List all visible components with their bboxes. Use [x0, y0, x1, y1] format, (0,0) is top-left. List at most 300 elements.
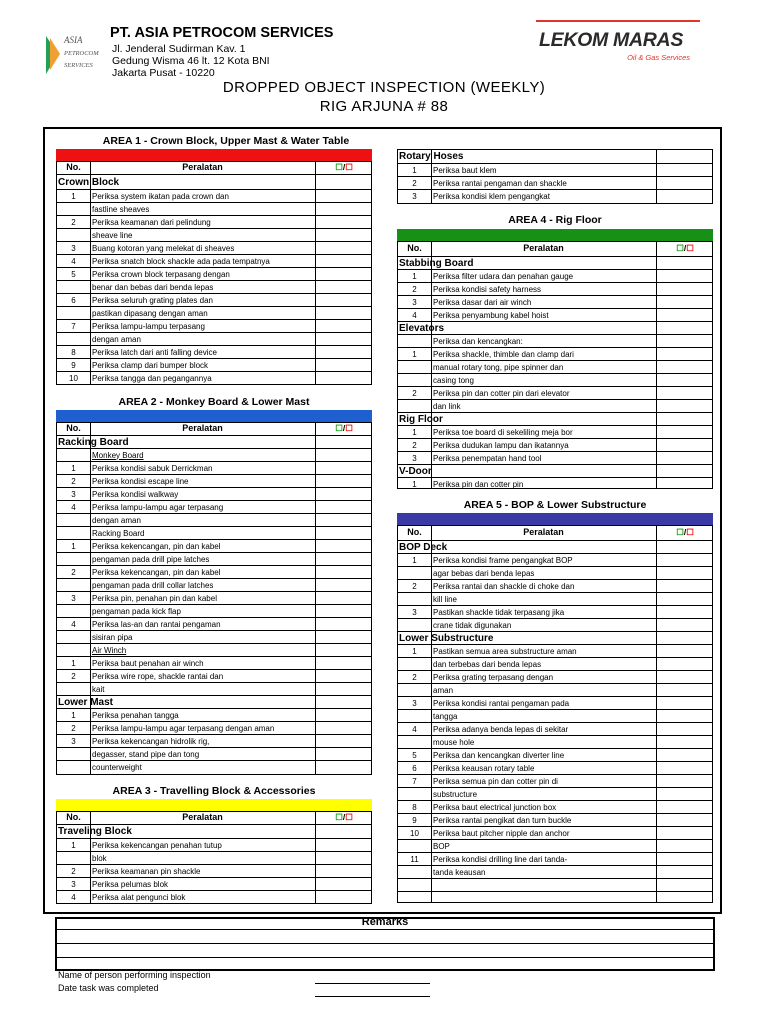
row-item-text: Periksa rantai dan shackle di choke dan	[433, 581, 575, 591]
row-item-text: Periksa kondisi safety harness	[433, 284, 542, 294]
check-cell[interactable]	[656, 697, 714, 709]
check-cell[interactable]	[315, 618, 373, 630]
row-item-text: casing tong	[433, 375, 474, 385]
section-row	[398, 321, 712, 334]
row-item-text: Periksa keamanan dari pelindung	[92, 217, 211, 227]
row-number: 3	[71, 489, 76, 499]
check-ok-no-label	[315, 422, 373, 435]
check-separator: /	[342, 812, 346, 822]
area1-color-bar	[56, 149, 372, 161]
check-cell[interactable]	[315, 722, 373, 734]
row-item-text: tanda keausan	[433, 867, 486, 877]
table-row	[57, 591, 371, 604]
row-number: 10	[69, 373, 78, 383]
check-cell[interactable]	[656, 335, 714, 347]
page-title: DROPPED OBJECT INSPECTION (WEEKLY)	[222, 79, 546, 96]
table-row	[398, 579, 712, 592]
check-cell[interactable]	[315, 294, 373, 306]
table-row	[57, 864, 371, 877]
row-item-text	[431, 892, 656, 904]
table-row	[57, 721, 371, 734]
check-cell[interactable]	[656, 853, 714, 865]
check-cell[interactable]	[315, 190, 373, 202]
row-number: 1	[71, 840, 76, 850]
check-cell[interactable]	[656, 164, 714, 176]
check-separator: /	[683, 527, 687, 537]
check-cell[interactable]	[315, 540, 373, 552]
check-cell[interactable]	[656, 801, 714, 813]
check-cell[interactable]	[315, 462, 373, 474]
check-cell[interactable]	[315, 527, 373, 539]
area3-table	[56, 811, 372, 904]
section-label: V-Door	[399, 465, 432, 477]
lekom-logo-subtitle: Oil & Gas Services	[627, 53, 690, 62]
row-item-text: Periksa kondisi drilling line dari tanda-	[433, 854, 568, 864]
row-number: 2	[71, 866, 76, 876]
row-item-text: Periksa wire rope, shackle rantai dan	[92, 671, 224, 681]
check-cell[interactable]	[315, 216, 373, 228]
table-row	[57, 332, 371, 345]
row-number: 2	[71, 476, 76, 486]
check-cell[interactable]	[656, 736, 714, 748]
check-cell[interactable]	[315, 333, 373, 345]
check-ok-box: ☐	[676, 527, 684, 537]
check-cell[interactable]	[656, 762, 714, 774]
row-item-text: Periksa baut klem	[433, 165, 497, 175]
check-cell[interactable]	[315, 644, 373, 656]
check-cell[interactable]	[656, 554, 714, 566]
section-label: Racking Board	[58, 436, 129, 448]
row-number	[398, 788, 431, 800]
check-cell[interactable]	[315, 878, 373, 890]
table-row	[398, 878, 712, 891]
table-row	[398, 334, 712, 347]
table-row	[57, 293, 371, 306]
area1-section-row	[57, 174, 371, 189]
row-number: 3	[71, 243, 76, 253]
logo-line-1: ASIA	[64, 35, 83, 45]
date-signature-line	[315, 996, 430, 997]
check-cell[interactable]	[656, 283, 714, 295]
row-item-text: Periksa kondisi sabuk Derrickman	[92, 463, 213, 473]
table-row	[57, 851, 371, 864]
row-item-text: Periksa penahan tangga	[92, 710, 179, 720]
asia-petrocom-logo-mark	[44, 30, 110, 78]
check-cell[interactable]	[656, 827, 714, 839]
row-item-text: Periksa alat pengunci blok	[92, 892, 186, 902]
check-cell[interactable]	[656, 348, 714, 360]
row-number: 1	[412, 479, 417, 489]
row-number: 4	[412, 724, 417, 734]
check-cell[interactable]	[315, 242, 373, 254]
check-cell[interactable]	[656, 723, 714, 735]
check-cell[interactable]	[315, 839, 373, 851]
row-item-text: Periksa lampu-lampu terpasang	[92, 321, 205, 331]
row-item-text: Periksa kondisi klem pengangkat	[433, 191, 550, 201]
check-cell[interactable]	[656, 361, 714, 373]
table-row	[398, 386, 712, 399]
check-cell[interactable]	[315, 592, 373, 604]
section-label: Stabbing Board	[399, 257, 474, 269]
check-cell[interactable]	[656, 190, 714, 202]
row-item-text: Periksa pin dan cotter pin	[433, 479, 524, 489]
table-row	[398, 813, 712, 826]
col-peralatan-label: Peralatan	[523, 243, 564, 253]
table-row	[398, 553, 712, 566]
check-ok-box: ☐	[676, 243, 684, 253]
row-number: 3	[71, 736, 76, 746]
row-number: 7	[412, 776, 417, 786]
table-row	[57, 552, 371, 565]
row-item-text: Periksa dan kencangkan:	[433, 336, 523, 346]
row-number	[57, 579, 90, 591]
check-cell[interactable]	[656, 814, 714, 826]
table-row	[398, 735, 712, 748]
remarks-box	[55, 917, 715, 971]
row-item-text: Periksa semua pin dan cotter pin di	[433, 776, 558, 786]
row-item-text: Periksa kondisi frame pengangkat BOP	[433, 555, 573, 565]
area3-title: AREA 3 - Travelling Block & Accessories	[112, 785, 316, 797]
rotary-hoses-table	[397, 149, 713, 204]
check-cell[interactable]	[656, 387, 714, 399]
row-item-text: fastline sheaves	[92, 204, 150, 214]
table-row	[57, 189, 371, 202]
row-number: 2	[412, 672, 417, 682]
check-no-box: ☐	[686, 243, 694, 253]
row-number: 6	[412, 763, 417, 773]
row-item-text: substructure	[433, 789, 478, 799]
table-row	[57, 513, 371, 526]
table-row	[57, 241, 371, 254]
area1-table	[56, 161, 372, 385]
check-cell[interactable]	[656, 879, 714, 891]
section-label: BOP Deck	[399, 541, 448, 553]
check-cell[interactable]	[315, 566, 373, 578]
table-row	[398, 787, 712, 800]
table-row	[57, 254, 371, 267]
table-row	[398, 566, 712, 579]
row-number: 2	[71, 671, 76, 681]
row-item-text: Periksa kekencangan penahan tutup	[92, 840, 222, 850]
table-row	[57, 228, 371, 241]
row-item-text: Periksa rantai pengikat dan turn buckle	[433, 815, 572, 825]
check-cell[interactable]	[315, 891, 373, 903]
check-cell[interactable]	[315, 359, 373, 371]
check-cell[interactable]	[315, 475, 373, 487]
row-number	[57, 449, 90, 461]
row-item-text: Periksa rantai pengaman dan shackle	[433, 178, 567, 188]
row-item-text: Periksa las-an dan rantai pengaman	[92, 619, 221, 629]
row-number	[398, 736, 431, 748]
row-number: 1	[71, 710, 76, 720]
table-row	[57, 682, 371, 695]
col-no-label: No.	[66, 162, 81, 172]
row-item-text: Monkey Board	[92, 450, 144, 460]
row-item-text: Buang kotoran yang melekat di sheaves	[92, 243, 235, 253]
lekom-logo-text: LEKOM MARAS	[539, 29, 684, 51]
check-cell[interactable]	[656, 177, 714, 189]
check-cell[interactable]	[315, 683, 373, 695]
check-cell[interactable]	[315, 761, 373, 773]
row-item-text: Periksa grating terpasang dengan	[433, 672, 554, 682]
row-item-text: degasser, stand pipe dan tong	[92, 749, 200, 759]
row-number	[57, 553, 90, 565]
row-item-text: pengaman pada drill pipe latches	[92, 554, 210, 564]
table-row	[57, 461, 371, 474]
row-number: 3	[71, 593, 76, 603]
row-item-text: Periksa system ikatan pada crown dan	[92, 191, 229, 201]
row-number	[398, 658, 431, 670]
check-cell[interactable]	[315, 372, 373, 384]
row-item-text: tangga	[433, 711, 458, 721]
row-number	[398, 892, 431, 904]
address-line-3: Jakarta Pusat - 10220	[112, 67, 215, 79]
row-item-text: crane tidak digunakan	[433, 620, 512, 630]
row-item-text: dan terbebas dari benda lepas	[433, 659, 542, 669]
row-item-text: Periksa crown block terpasang dengan	[92, 269, 230, 279]
section-label: Rig Floor	[399, 413, 443, 425]
row-item-text: pengaman pada drill collar latches	[92, 580, 214, 590]
table-row	[398, 451, 712, 464]
row-item-text: Periksa pin dan cotter pin dari elevator	[433, 388, 570, 398]
table-row	[398, 774, 712, 787]
section-row	[57, 435, 371, 448]
company-name: PT. ASIA PETROCOM SERVICES	[110, 25, 334, 41]
table-row	[398, 722, 712, 735]
row-item-text: Periksa baut penahan air winch	[92, 658, 204, 668]
section-row	[398, 631, 712, 644]
check-ok-box: ☐	[335, 162, 343, 172]
remarks-line	[57, 957, 713, 958]
check-cell[interactable]	[656, 580, 714, 592]
table-row	[398, 852, 712, 865]
row-number	[57, 605, 90, 617]
check-cell[interactable]	[315, 488, 373, 500]
row-item-text: Periksa snatch block shackle ada pada tempatnya	[92, 256, 270, 266]
check-cell[interactable]	[656, 749, 714, 761]
table-row	[398, 592, 712, 605]
table-row	[398, 839, 712, 852]
area3-header-row	[57, 811, 371, 824]
check-cell[interactable]	[315, 670, 373, 682]
row-number	[57, 333, 90, 345]
check-no-box: ☐	[345, 423, 353, 433]
section-row	[398, 256, 712, 269]
row-item-text: Periksa tangga dan pegangannya	[92, 373, 212, 383]
check-cell[interactable]	[656, 775, 714, 787]
check-separator: /	[342, 162, 346, 172]
check-cell[interactable]	[656, 710, 714, 722]
row-item-text: Periksa kekencangan, pin dan kabel	[92, 567, 221, 577]
col-peralatan-label: Peralatan	[182, 423, 223, 433]
table-row	[57, 747, 371, 760]
row-number: 3	[71, 879, 76, 889]
row-number	[57, 229, 90, 241]
row-item-text: Pastikan shackle tidak terpasang jika	[433, 607, 565, 617]
check-cell[interactable]	[315, 579, 373, 591]
table-row	[57, 215, 371, 228]
check-cell[interactable]	[315, 709, 373, 721]
check-ok-no-label	[656, 241, 714, 256]
check-cell[interactable]	[656, 452, 714, 464]
area1-title: AREA 1 - Crown Block, Upper Mast & Water Table	[102, 135, 350, 147]
check-ok-no-label	[315, 161, 373, 174]
table-row	[57, 500, 371, 513]
table-row	[57, 474, 371, 487]
table-row	[57, 734, 371, 747]
row-number: 1	[71, 658, 76, 668]
check-separator: /	[342, 423, 346, 433]
check-cell[interactable]	[656, 671, 714, 683]
check-cell[interactable]	[656, 567, 714, 579]
col-no-label: No.	[66, 423, 81, 433]
check-cell[interactable]	[315, 605, 373, 617]
check-cell[interactable]	[656, 296, 714, 308]
check-cell[interactable]	[315, 748, 373, 760]
check-separator: /	[683, 243, 687, 253]
check-cell[interactable]	[315, 203, 373, 215]
address-line-2: Gedung Wisma 46 lt. 12 Kota BNI	[112, 55, 270, 67]
person-label: Name of person performing inspection	[58, 970, 211, 980]
check-cell[interactable]	[315, 268, 373, 280]
check-cell[interactable]	[315, 449, 373, 461]
table-row	[398, 399, 712, 412]
check-cell[interactable]	[656, 606, 714, 618]
row-number: 5	[412, 750, 417, 760]
area3-color-bar	[56, 799, 372, 811]
row-item-text: sisiran pipa	[92, 632, 133, 642]
check-cell[interactable]	[656, 400, 714, 412]
row-item-text: Periksa kondisi rantai pengaman pada	[433, 698, 570, 708]
row-number: 2	[412, 388, 417, 398]
row-item-text: Periksa clamp dari bumper block	[92, 360, 209, 370]
section-label: Lower Mast	[58, 696, 114, 708]
area1-header-row	[57, 161, 371, 174]
table-row	[398, 360, 712, 373]
row-item-text: Periksa dasar dari air winch	[433, 297, 532, 307]
check-cell[interactable]	[656, 866, 714, 878]
row-number: 4	[412, 310, 417, 320]
check-cell[interactable]	[656, 309, 714, 321]
row-number: 11	[410, 854, 419, 864]
row-item-text: Air Winch	[92, 645, 127, 655]
check-cell[interactable]	[656, 645, 714, 657]
section-label: Lower Substructure	[399, 632, 494, 644]
table-row	[398, 761, 712, 774]
table-row	[398, 438, 712, 451]
area4-header-row	[398, 241, 712, 256]
row-number	[398, 840, 431, 852]
check-cell[interactable]	[656, 840, 714, 852]
check-cell[interactable]	[315, 865, 373, 877]
row-item-text: kait	[92, 684, 105, 694]
check-cell[interactable]	[656, 892, 714, 904]
check-cell[interactable]	[656, 270, 714, 282]
area2-table	[56, 422, 372, 775]
check-cell[interactable]	[656, 788, 714, 800]
check-cell[interactable]	[315, 501, 373, 513]
row-number: 1	[412, 271, 417, 281]
row-item-text: Periksa seluruh grating plates dan	[92, 295, 213, 305]
check-cell[interactable]	[315, 320, 373, 332]
col-peralatan-label: Peralatan	[182, 162, 223, 172]
row-number: 4	[71, 502, 76, 512]
check-cell[interactable]	[656, 374, 714, 386]
row-number: 7	[71, 321, 76, 331]
row-number	[398, 374, 431, 386]
row-item-text: benar dan bebas dari benda lepas	[92, 282, 214, 292]
check-cell[interactable]	[656, 593, 714, 605]
row-number: 4	[71, 619, 76, 629]
check-cell[interactable]	[315, 281, 373, 293]
table-row	[57, 345, 371, 358]
area5-table	[397, 525, 713, 903]
table-row	[57, 617, 371, 630]
table-row	[398, 282, 712, 295]
table-row	[398, 163, 712, 176]
check-cell[interactable]	[315, 657, 373, 669]
check-cell[interactable]	[656, 478, 714, 490]
row-number: 2	[71, 217, 76, 227]
check-cell[interactable]	[656, 439, 714, 451]
row-number	[57, 761, 90, 773]
row-item-text: pengaman pada kick flap	[92, 606, 181, 616]
check-cell[interactable]	[315, 631, 373, 643]
check-cell[interactable]	[315, 229, 373, 241]
check-cell[interactable]	[656, 684, 714, 696]
table-row	[398, 176, 712, 189]
table-row	[57, 202, 371, 215]
table-row	[398, 189, 712, 202]
check-cell[interactable]	[656, 658, 714, 670]
row-number	[398, 335, 431, 347]
row-number	[398, 619, 431, 631]
check-cell[interactable]	[315, 307, 373, 319]
row-item-text: counterweight	[92, 762, 142, 772]
row-item-text: Periksa kondisi walkway	[92, 489, 179, 499]
row-item-text: Periksa penyambung kabel hoist	[433, 310, 549, 320]
check-no-box: ☐	[686, 527, 694, 537]
row-item-text: Periksa adanya benda lepas di sekitar	[433, 724, 569, 734]
table-row	[398, 800, 712, 813]
check-cell[interactable]	[315, 852, 373, 864]
check-cell[interactable]	[315, 255, 373, 267]
row-number: 4	[71, 892, 76, 902]
table-row	[57, 319, 371, 332]
row-number	[57, 631, 90, 643]
check-cell[interactable]	[656, 619, 714, 631]
table-row	[57, 487, 371, 500]
row-item-text: pastikan dipasang dengan aman	[92, 308, 208, 318]
check-cell[interactable]	[315, 735, 373, 747]
row-number	[398, 567, 431, 579]
row-item-text: dengan aman	[92, 515, 141, 525]
check-cell[interactable]	[315, 514, 373, 526]
check-cell[interactable]	[656, 426, 714, 438]
logo-line-2: PETROCOM	[64, 50, 99, 57]
row-number: 2	[71, 567, 76, 577]
check-cell[interactable]	[315, 553, 373, 565]
row-item-text: sheave line	[92, 230, 133, 240]
table-row	[398, 269, 712, 282]
area4-title: AREA 4 - Rig Floor	[508, 214, 602, 226]
row-number	[57, 203, 90, 215]
row-number	[57, 748, 90, 760]
check-cell[interactable]	[315, 346, 373, 358]
area2-header-row	[57, 422, 371, 435]
table-row	[57, 539, 371, 552]
person-signature-line	[315, 983, 430, 984]
